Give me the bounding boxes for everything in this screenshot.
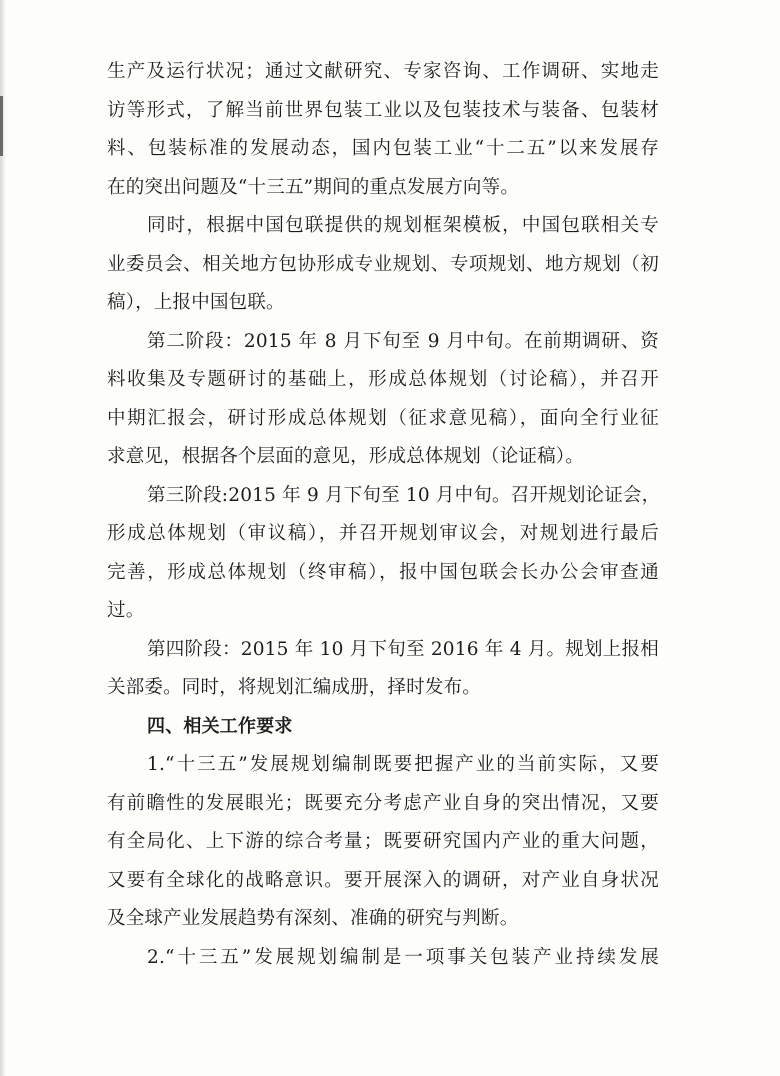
paragraph-research-methods: [107, 53, 659, 207]
document-body: [107, 53, 659, 977]
text-line: 访等形式，了解当前世界包装工业以及包装技术与装备、包装材: [107, 99, 659, 121]
paragraph-framework-template: [107, 207, 659, 323]
text-line: 第二阶段：2015 年 8 月下旬至 9 月中旬。在前期调研、资: [147, 330, 659, 352]
text-line: 第三阶段:2015 年 9 月下旬至 10 月中旬。召开规划论证会，: [147, 484, 661, 506]
paragraph-stage-four: [107, 631, 659, 708]
text-line: 有前瞻性的发展眼光；既要充分考虑产业自身的突出情况，又要: [107, 792, 659, 814]
text-line: 2.“十三五”发展规划编制是一项事关包装产业持续发展: [147, 946, 659, 968]
text-line: 中期汇报会，研讨形成总体规划（征求意见稿），面向全行业征: [107, 407, 659, 429]
text-line: 关部委。同时，将规划汇编成册，择时发布。: [107, 677, 482, 698]
text-line: 料、包装标准的发展动态，国内包装工业“十二五”以来发展存: [107, 138, 659, 159]
text-line: 业委员会、相关地方包协形成专业规划、专项规划、地方规划（初: [107, 253, 659, 275]
paragraph-requirement-one: [107, 746, 659, 939]
text-line: 料收集及专题研讨的基础上，形成总体规划（讨论稿），并召开: [107, 369, 659, 390]
paragraph-stage-three: [107, 477, 659, 631]
text-line: 形成总体规划（审议稿），并召开规划审议会，对规划进行最后: [107, 523, 659, 544]
section-heading: 四、相关工作要求: [147, 715, 293, 737]
text-line: 第四阶段：2015 年 10 月下旬至 2016 年 4 月。规划上报相: [147, 638, 659, 660]
text-line: 求意见，根据各个层面的意见，形成总体规划（论证稿）。: [107, 446, 584, 467]
text-line: 过。: [107, 600, 145, 621]
scan-mark: [0, 96, 3, 156]
text-line: 又要有全球化的战略意识。要开展深入的调研，对产业自身状况: [107, 869, 659, 891]
text-line: 及全球产业发展趋势有深刻、准确的研究与判断。: [107, 908, 519, 929]
text-line: 完善，形成总体规划（终审稿），报中国包联会长办公会审查通: [107, 561, 659, 583]
text-line: 同时，根据中国包联提供的规划框架模板，中国包联相关专: [147, 215, 659, 236]
text-line: 稿），上报中国包联。: [107, 292, 285, 313]
text-line: 在的突出问题及“十三五”期间的重点发展方向等。: [107, 176, 520, 198]
text-line: 生产及运行状况；通过文献研究、专家咨询、工作调研、实地走: [107, 61, 659, 82]
text-line: 1.“十三五”发展规划编制既要把握产业的当前实际，又要: [147, 754, 659, 775]
paragraph-requirement-two: [107, 939, 659, 978]
text-line: 有全局化、上下游的综合考量；既要研究国内产业的重大问题，: [107, 831, 659, 852]
scan-edge: [0, 0, 6, 1076]
paragraph-stage-two: [107, 323, 659, 477]
